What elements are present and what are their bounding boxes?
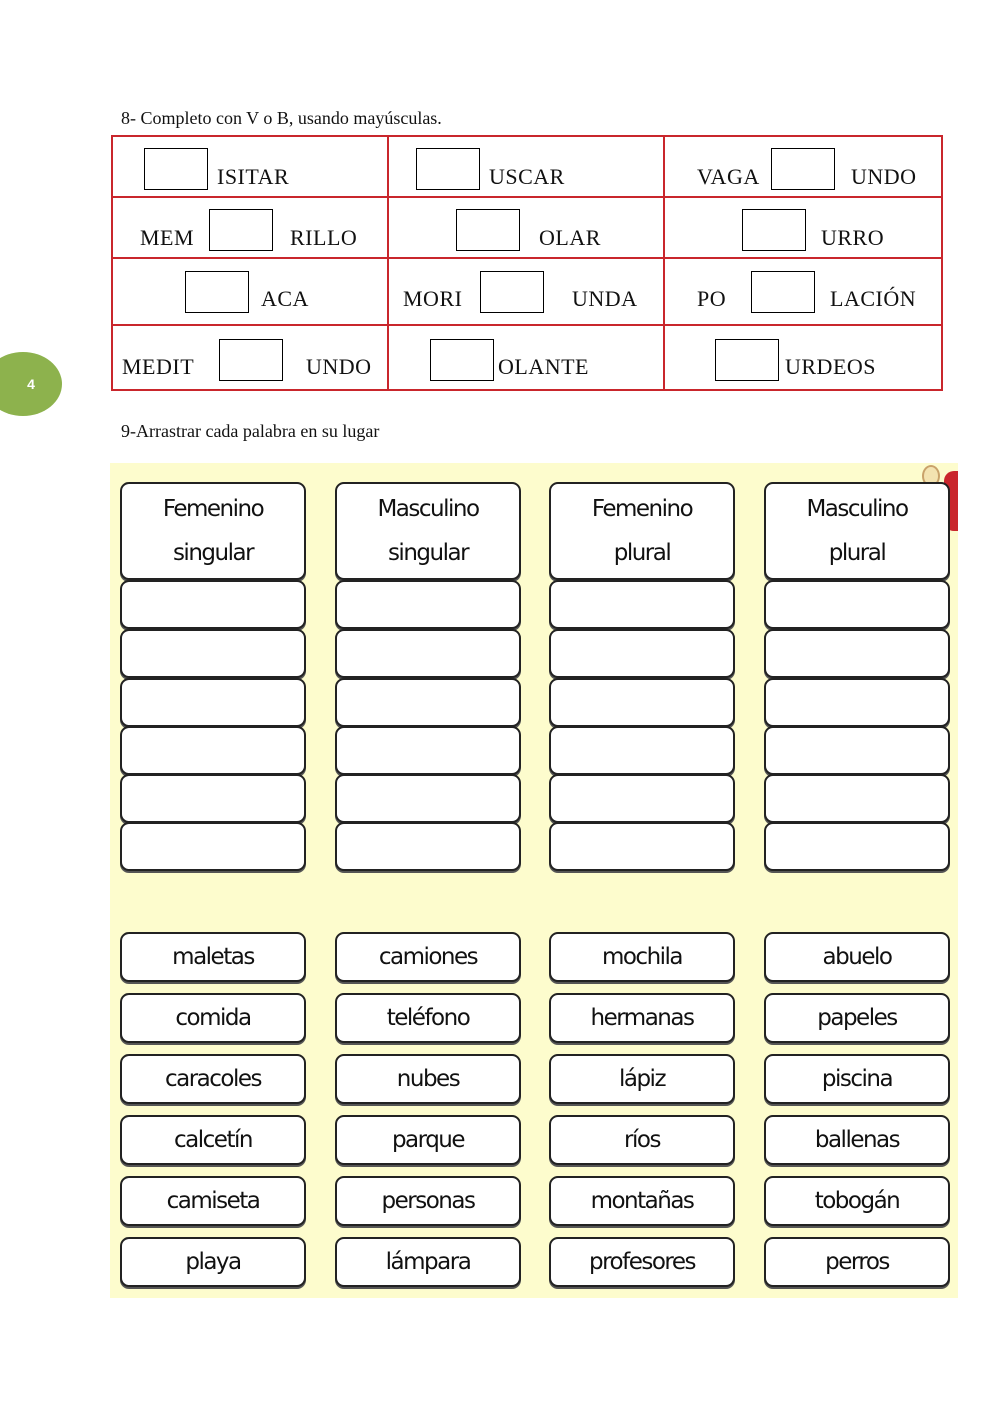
word-ending: OLAR [539,225,601,250]
word-tile[interactable]: caracoles [120,1054,306,1104]
vb-cell [113,259,387,324]
word-tile[interactable]: ríos [549,1115,735,1165]
word-tile[interactable]: camiones [335,932,521,982]
word-tile[interactable]: tobogán [764,1176,950,1226]
word-tile[interactable]: ballenas [764,1115,950,1165]
exercise-8-table [111,135,943,391]
word-beginning: MORI [403,286,463,311]
word-tile[interactable]: hermanas [549,993,735,1043]
word-tile[interactable]: lámpara [335,1237,521,1287]
answer-box[interactable] [416,148,480,190]
drop-slot[interactable] [549,822,735,871]
word-tile[interactable]: perros [764,1237,950,1287]
drop-slot[interactable] [549,678,735,727]
vb-cell [113,326,387,389]
category-line2: singular [387,540,469,566]
drop-slot[interactable] [549,726,735,775]
drop-slot[interactable] [120,678,306,727]
drop-slot[interactable] [120,774,306,823]
drop-slot[interactable] [764,822,950,871]
drop-slot[interactable] [764,678,950,727]
answer-box[interactable] [456,209,520,251]
vb-cell [389,326,663,389]
word-tile[interactable]: mochila [549,932,735,982]
drop-slot[interactable] [549,774,735,823]
answer-box[interactable] [209,209,273,251]
category-line2: singular [172,540,254,566]
drag-drop-board [110,463,958,1298]
drop-slot[interactable] [120,726,306,775]
word-ending: URDEOS [785,354,877,379]
answer-box[interactable] [771,148,835,190]
exercise-8-title: 8- Completo con V o B, usando mayúsculas. [121,108,442,128]
word-beginning: VAGA [697,164,760,189]
category-line1: Femenino [162,496,264,522]
answer-box[interactable] [185,271,249,313]
drop-slot[interactable] [549,580,735,629]
word-beginning: MEDIT [122,354,195,379]
word-tile[interactable]: camiseta [120,1176,306,1226]
word-tile[interactable]: profesores [549,1237,735,1287]
word-ending: ISITAR [217,164,290,189]
word-ending: URRO [821,225,885,250]
category-line1: Masculino [806,496,908,522]
page-number-badge: 4 [0,352,62,416]
category-header [549,482,735,580]
drop-slot[interactable] [335,580,521,629]
drop-slot[interactable] [335,774,521,823]
answer-box[interactable] [144,148,208,190]
drop-slot[interactable] [764,580,950,629]
vb-cell [665,137,941,196]
drop-slot[interactable] [335,678,521,727]
drop-slot[interactable] [764,726,950,775]
exercise-9-title: 9-Arrastrar cada palabra en su lugar [121,421,380,441]
category-line1: Femenino [591,496,693,522]
answer-box[interactable] [480,271,544,313]
drop-slot[interactable] [335,822,521,871]
drop-slot[interactable] [764,774,950,823]
category-line2: plural [613,540,671,566]
word-ending: LACIÓN [830,286,917,311]
vb-cell [389,137,663,196]
vb-cell [113,198,387,257]
word-beginning: MEM [140,225,195,250]
vb-cell [389,259,663,324]
vb-cell [665,326,941,389]
word-ending: UNDO [851,164,917,189]
category-header [335,482,521,580]
word-beginning: PO [697,286,727,311]
word-ending: USCAR [489,164,565,189]
category-header [120,482,306,580]
word-tile[interactable]: calcetín [120,1115,306,1165]
category-header [764,482,950,580]
word-tile[interactable]: playa [120,1237,306,1287]
answer-box[interactable] [219,339,283,381]
word-tile[interactable]: papeles [764,993,950,1043]
word-tile[interactable]: personas [335,1176,521,1226]
category-line1: Masculino [377,496,479,522]
answer-box[interactable] [751,271,815,313]
vb-cell [113,137,387,196]
word-tile[interactable]: piscina [764,1054,950,1104]
word-tile[interactable]: nubes [335,1054,521,1104]
word-tile[interactable]: montañas [549,1176,735,1226]
answer-box[interactable] [742,209,806,251]
word-ending: OLANTE [498,354,589,379]
word-ending: UNDA [572,286,638,311]
category-line2: plural [828,540,886,566]
drop-slot[interactable] [120,822,306,871]
vb-cell [389,198,663,257]
drop-slot[interactable] [335,726,521,775]
word-tile[interactable]: teléfono [335,993,521,1043]
drop-slot[interactable] [120,629,306,678]
word-tile[interactable]: maletas [120,932,306,982]
word-ending: RILLO [290,225,358,250]
vb-cell [665,198,941,257]
word-ending: UNDO [306,354,372,379]
answer-box[interactable] [715,339,779,381]
word-tile[interactable]: lápiz [549,1054,735,1104]
word-tile[interactable]: abuelo [764,932,950,982]
answer-box[interactable] [430,339,494,381]
drop-slot[interactable] [120,580,306,629]
drop-slot[interactable] [549,629,735,678]
drop-slot[interactable] [335,629,521,678]
drop-slot[interactable] [764,629,950,678]
vb-cell [665,259,941,324]
word-tile[interactable]: comida [120,993,306,1043]
word-ending: ACA [261,286,309,311]
word-tile[interactable]: parque [335,1115,521,1165]
